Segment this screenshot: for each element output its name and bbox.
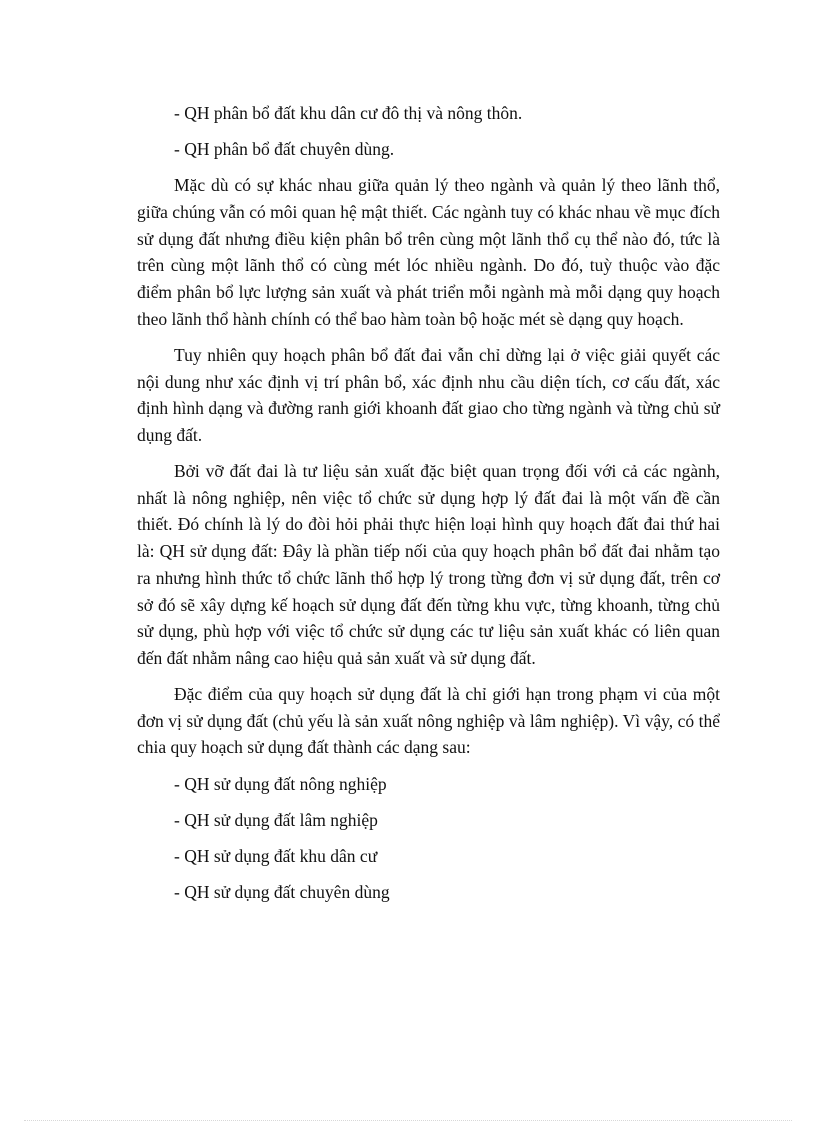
paragraph-sector-territory-management: Mặc dù có sự khác nhau giữa quản lý theo ngành và quản lý theo lãnh thổ, giữa chúng vẫn có môi quan hệ mật thiết. Các ngành tuy có khác nhau về mục đích sử dụng đất nhưng điều kiện phân bổ trên cùng một lãnh thổ cụ thể nào đó, tức là trên cùng một lãnh thổ có cùng mét lóc nhiều ngành. Do đó, tuỳ thuộc vào đặc điểm phân bổ lực lượng sản xuất và phát triển mỗi ngành mà mỗi dạng quy hoạch theo lãnh thổ hành chính có thể bao hàm toàn bộ hoặc mét sè dạng quy hoạch. <box>137 175 720 329</box>
paragraph-land-use-characteristics: Đặc điểm của quy hoạch sử dụng đất là chỉ giới hạn trong phạm vi của một đơn vị sử dụng đất (chủ yếu là sản xuất nông nghiệp và lâm nghiệp). Vì vậy, có thể chia quy hoạch sử dụng đất thành các dạng sau: <box>137 684 720 758</box>
bullet-item-specialized-land: - QH phân bổ đất chuyên dùng. <box>174 139 395 160</box>
bullet-item-forestry-land: - QH sử dụng đất lâm nghiệp <box>174 809 378 830</box>
page-bottom-divider <box>24 1120 792 1121</box>
bullet-item-specialized-use-land: - QH sử dụng đất chuyên dùng <box>174 881 390 902</box>
document-body <box>137 100 720 915</box>
bullet-item-residential-land: - QH sử dụng đất khu dân cư <box>174 845 378 866</box>
paragraph-allocation-limits: Tuy nhiên quy hoạch phân bổ đất đai vẫn chỉ dừng lại ở việc giải quyết các nội dung như xác định vị trí phân bổ, xác định nhu cầu diện tích, cơ cấu đất, xác định hình dạng và đường ranh giới khoanh đất giao cho từng ngành và từng chủ sử dụng đất. <box>137 344 720 445</box>
bullet-item-urban-rural-residential: - QH phân bổ đất khu dân cư đô thị và nông thôn. <box>174 103 523 123</box>
bullet-item-agricultural-land: - QH sử dụng đất nông nghiệp <box>174 773 387 794</box>
paragraph-land-use-planning: Bởi vỡ đất đai là tư liệu sản xuất đặc biệt quan trọng đối với cả các ngành, nhất là nông nghiệp, nên việc tổ chức sử dụng hợp lý đất đai là một vấn đề cần thiết. Đó chính là lý do đòi hỏi phải thực hiện loại hình quy hoạch đất đai thứ hai là: QH sử dụng đất: Đây là phần tiếp nối của quy hoạch phân bổ đất đai nhằm tạo ra nhưng hình thức tổ chức lãnh thổ hợp lý trong từng đơn vị sử dụng đất, trên cơ sở đó sẽ xây dựng kế hoạch sử dụng đất đến từng khu vực, từng khoanh, từng chủ sử dụng, phù hợp với việc tổ chức sử dụng các tư liệu sản xuất khác có liên quan đến đất nhằm nâng cao hiệu quả sản xuất và sử dụng đất. <box>137 461 720 668</box>
